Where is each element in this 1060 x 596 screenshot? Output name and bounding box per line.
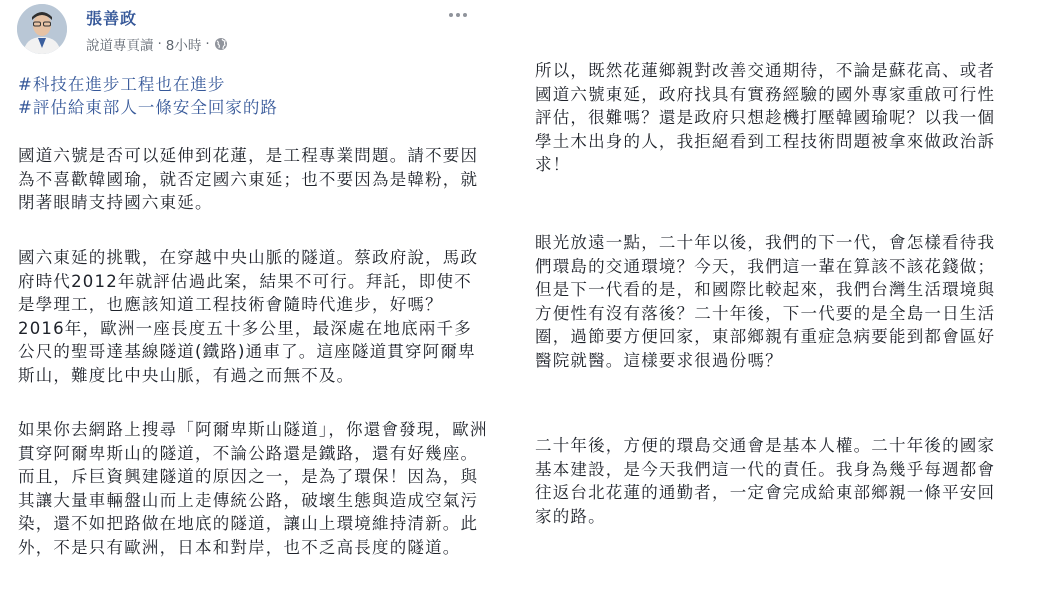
post-paragraph: 眼光放遠一點，二十年以後，我們的下一代，會怎樣看待我們環島的交通環境？今天，我們這一輩在算該不該花錢做；但是下一代看的是，和國際比較起來，我們台灣生活環境與方便性有沒有落後？二十年後，下一代要的是全島一日生活圈，過節要方便回家，東部鄉親有重症急病要能到都會區好醫院就醫。這樣要求很過份嗎？ xyxy=(535,233,996,370)
dot xyxy=(456,13,460,17)
post-paragraph: 二十年後，方便的環島交通會是基本人權。二十年後的國家基本建設，是今天我們這一代的責任。我身為幾乎每週都會往返台北花蓮的通勤者，一定會完成給東部鄉親一條平安回家的路。 xyxy=(535,436,996,526)
hashtag-link[interactable]: #科技在進步工程也在進步 xyxy=(18,75,226,94)
globe-icon[interactable] xyxy=(214,37,228,51)
hashtags xyxy=(18,73,278,119)
avatar-portrait-icon xyxy=(17,4,67,54)
more-options-icon[interactable] xyxy=(449,8,473,22)
author-name[interactable]: 張善政 xyxy=(86,9,138,28)
post-paragraph: 國道六號是否可以延伸到花蓮，是工程專業問題。請不要因為不喜歡韓國瑜，就否定國六東延；也不要因為是韓粉，就閉著眼睛支持國六東延。 xyxy=(18,146,479,212)
hashtag-link[interactable]: #評估給東部人一條安全回家的路 xyxy=(18,98,278,117)
post-timestamp[interactable]: 8小時 xyxy=(165,38,202,54)
meta-separator: · xyxy=(205,36,210,52)
facebook-post xyxy=(0,0,500,596)
meta-separator: · xyxy=(157,36,162,52)
dot xyxy=(463,13,467,17)
post-paragraph: 所以，既然花蓮鄉親對改善交通期待，不論是蘇花高、或者國道六號東延，政府找具有實務經驗的國外專家重啟可行性評估，很難嗎？還是政府只想趁機打壓韓國瑜呢？以我一個學土木出身的人，我拒絕看到工程技術問題被拿來做政治訴求！ xyxy=(535,61,996,174)
post-subtitle[interactable]: 說道專頁讀 xyxy=(86,38,154,54)
avatar[interactable] xyxy=(17,4,67,54)
dot xyxy=(449,13,453,17)
post-paragraph: 如果你去網路上搜尋「阿爾卑斯山隧道」，你還會發現，歐洲貫穿阿爾卑斯山的隧道，不論公路還是鐵路，還有好幾座。而且，斥巨資興建隧道的原因之一，是為了環保！因為，與其讓大量車輛盤山而上走傳統公路，破壞生態與造成空氣污染，還不如把路做在地底的隧道，讓山上環境維持清新。此外，不是只有歐洲，日本和對岸，也不乏高長度的隧道。 xyxy=(18,420,488,557)
post-meta xyxy=(86,34,228,54)
post-paragraph: 國六東延的挑戰，在穿越中央山脈的隧道。蔡政府說，馬政府時代2012年就評估過此案，結果不可行。拜託，即使不是學理工，也應該知道工程技術會隨時代進步，好嗎？2016年，歐洲一座長度五十多公里，最深處在地底兩千多公尺的聖哥達基線隧道(鐵路)通車了。這座隧道貫穿阿爾卑斯山，難度比中央山脈，有過之而無不及。 xyxy=(18,248,479,385)
